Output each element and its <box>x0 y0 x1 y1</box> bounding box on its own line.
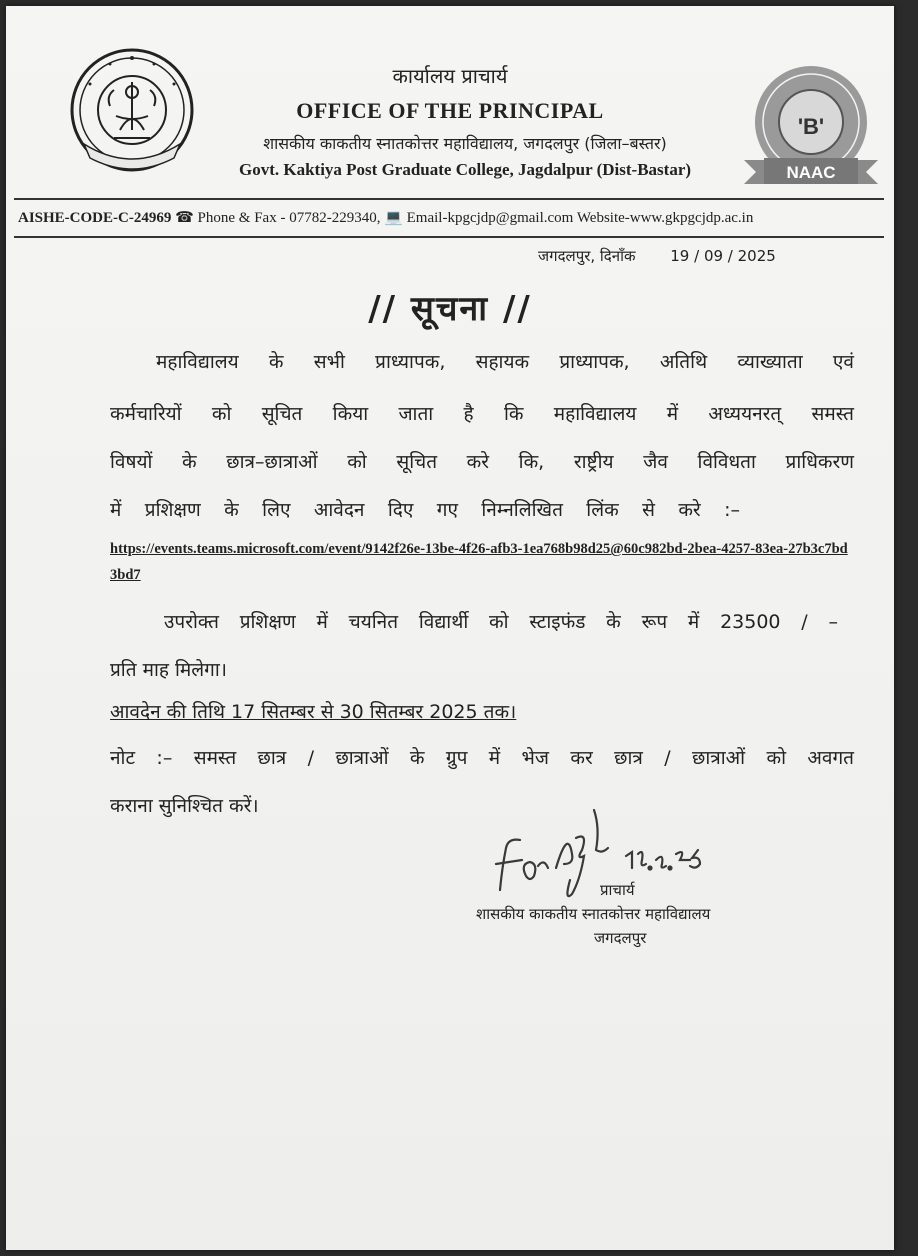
note-line: कराना सुनिश्चित करें। <box>110 795 259 817</box>
paragraph-line: कर्मचारियों को सूचित किया जाता है कि महाविद्यालय में अध्ययनरत् समस्त <box>110 403 854 425</box>
office-title-hindi: कार्यालय प्राचार्य <box>392 64 508 88</box>
application-date: आवदेन की तिथि 17 सितम्बर से 30 सितम्बर 2025 तक। <box>110 701 517 723</box>
paragraph-line: में प्रशिक्षण के लिए आवेदन दिए गए निम्नलिखित लिंक से करे :– <box>110 499 740 521</box>
aishe-code: AISHE-CODE-C-24969 <box>18 210 172 226</box>
website: Website-www.gkpgcjdp.ac.in <box>576 210 754 226</box>
signatory-city: जगदलपुर <box>594 929 647 947</box>
email-address: Email-kpgcjdp@gmail.com <box>406 210 574 226</box>
registration-link[interactable]: https://events.teams.microsoft.com/event/9142f26e-13be-4f26-afb3-1ea768b98d25@60c982bd-2bea-4257-83ea-27b3c7bd3bd7 <box>110 541 848 583</box>
telephone-icon: ☎ <box>175 210 194 226</box>
note-line: नोट :– समस्त छात्र / छात्राओं के ग्रुप में भेज कर छात्र / छात्राओं को अवगत <box>110 747 854 769</box>
laptop-icon: 💻 <box>384 210 403 226</box>
notice-title: // सूचना // <box>368 289 532 329</box>
place-date-label: जगदलपुर, दिनाँक <box>538 247 636 265</box>
stipend-line: उपरोक्त प्रशिक्षण में चयनित विद्यार्थी को स्टाइफंड के रूप में 23500 / – <box>164 611 838 633</box>
paragraph-line: महाविद्यालय के सभी प्राध्यापक, सहायक प्राध्यापक, अतिथि व्याख्याता एवं <box>156 351 854 373</box>
paragraph-line: विषयों के छात्र–छात्राओं को सूचित करे कि, राष्ट्रीय जैव विविधता प्राधिकरण <box>110 451 854 473</box>
dateline <box>538 246 776 266</box>
phone-fax: Phone & Fax - 07782-229340, <box>197 210 381 226</box>
signatory-college: शासकीय काकतीय स्नातकोत्तर महाविद्यालय <box>476 905 711 923</box>
notice-document <box>6 6 894 1250</box>
naac-grade: 'B' <box>797 114 825 139</box>
header-divider <box>14 198 884 200</box>
college-name-english: Govt. Kaktiya Post Graduate College, Jagdalpur (Dist-Bastar) <box>238 160 692 179</box>
office-title-english: OFFICE OF THE PRINCIPAL <box>296 98 604 123</box>
stipend-line: प्रति माह मिलेगा। <box>110 659 227 681</box>
notice-date: 19 / 09 / 2025 <box>670 247 776 265</box>
naac-label: NAAC <box>786 163 836 182</box>
signatory-role: प्राचार्य <box>600 881 635 899</box>
contact-line <box>18 208 888 227</box>
contact-divider <box>14 236 884 238</box>
college-name-hindi: शासकीय काकतीय स्नातकोत्तर महाविद्यालय, जगदलपुर (जिला–बस्तर) <box>263 134 667 153</box>
